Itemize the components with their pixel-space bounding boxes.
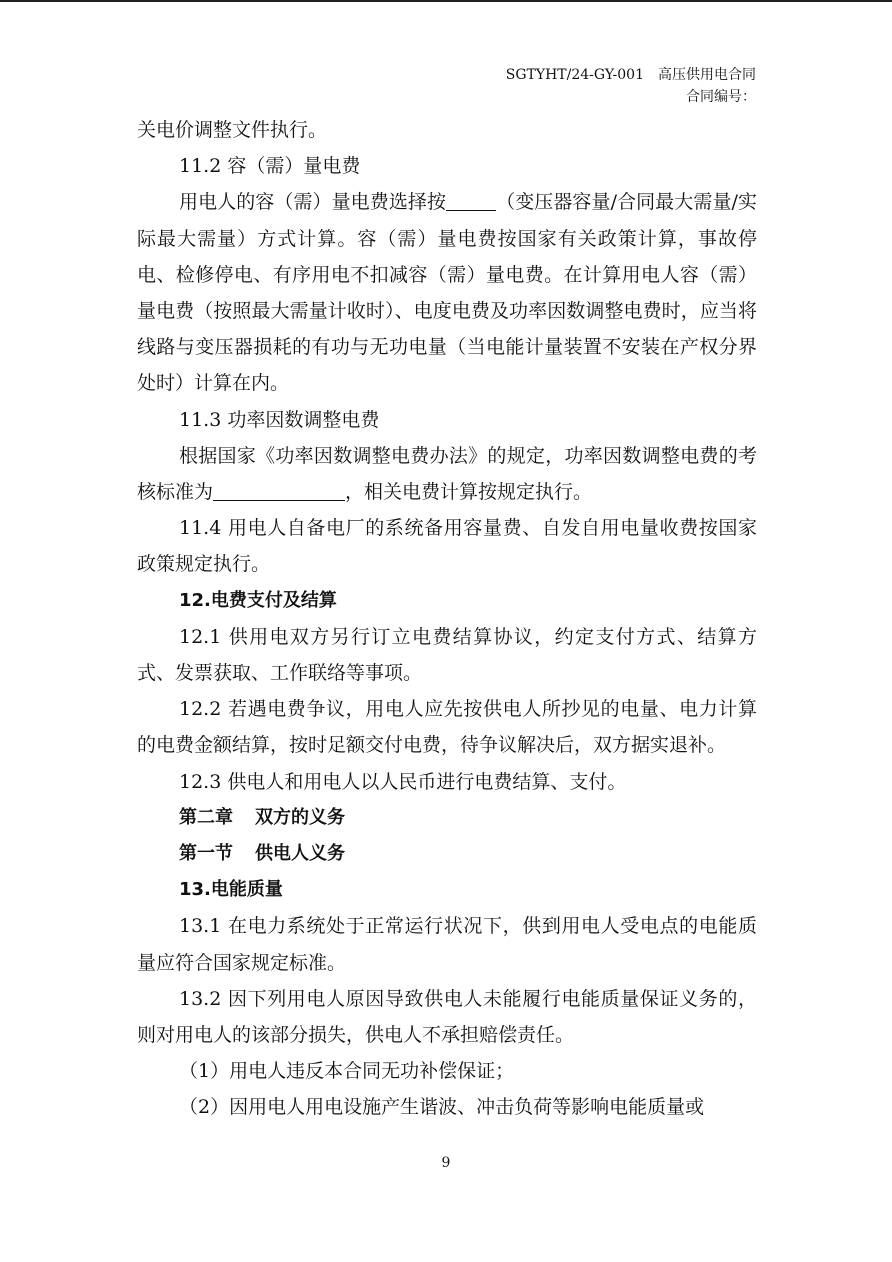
paragraph-11-3 (137, 438, 757, 510)
chapter-heading (137, 800, 757, 836)
paragraph-12-3: 12.3 供电人和用电人以人民币进行电费结算、支付。 (179, 770, 627, 793)
list-item-1: （1）用电人违反本合同无功补偿保证； (179, 1060, 515, 1083)
section-heading (137, 836, 757, 872)
paragraph-11-2 (137, 184, 757, 401)
list-item-2: （2）因用电人用电设施产生谐波、冲击负荷等影响电能质量或 (179, 1096, 705, 1119)
top-border-line (0, 0, 892, 2)
paragraph-11-3-text-a: 根据国家《功率因数调整电费办法》的规定，功率因数调整电费的考核标准为 (137, 444, 757, 504)
paragraph-11-4: 11.4 用电人自备电厂的系统备用容量费、自发自用电量收费按国家政策规定执行。 (137, 517, 757, 576)
paragraph-continuation: 关电价调整文件执行。 (137, 119, 328, 141)
header-code-title: SGTYHT/24-GY-001 高压供用电合同 (505, 67, 756, 83)
header-contract-number-label: 合同编号： (686, 89, 756, 105)
paragraph-13-1: 13.1 在电力系统处于正常运行状况下，供到用电人受电点的电能质量应符合国家规定标准。 (137, 915, 757, 974)
paragraph-12-1: 12.1 供用电双方另行订立电费结算协议，约定支付方式、结算方式、发票获取、工作联络等事项。 (137, 625, 757, 685)
document-body (137, 112, 757, 1126)
section-number: 第一节 (179, 843, 233, 865)
section-heading-12: 12.电费支付及结算 (179, 589, 337, 611)
clause-heading-11-2: 11.2 容（需）量电费 (179, 155, 361, 178)
chapter-number: 第二章 (179, 806, 233, 828)
section-title: 供电人义务 (255, 843, 345, 865)
paragraph-12-2: 12.2 若遇电费争议，用电人应先按供电人所抄见的电量、电力计算的电费金额结算，按时足额交付电费，待争议解决后，双方据实退补。 (137, 698, 757, 757)
paragraph-11-2-text-a: 用电人的容（需）量电费选择按 (179, 191, 447, 214)
paragraph-11-3-text-b: ，相关电费计算按规定执行。 (345, 481, 593, 504)
fill-blank-capacity-basis (446, 190, 496, 211)
paragraph-13-2: 13.2 因下列用电人原因导致供电人未能履行电能质量保证义务的，则对用电人的该部分损失，供电人不承担赔偿责任。 (137, 987, 757, 1047)
section-heading-13: 13.电能质量 (179, 879, 283, 901)
clause-heading-11-3: 11.3 功率因数调整电费 (179, 408, 380, 431)
page-number: 9 (441, 1155, 451, 1171)
paragraph-11-2-text-b: （变压器容量/合同最大需量/实际最大需量）方式计算。容（需）量电费按国家有关政策计算，事故停电、检修停电、有序用电不扣减容（需）量电费。在计算用电人容（需）量电费（按照最大需量计收时）、电度电费及功率因数调整电费时，应当将线路与变压器损耗的有功与无功电量（当电能计量装置不安装在产权分界处时）计算在内。 (137, 191, 757, 395)
fill-blank-assessment-standard (213, 480, 345, 501)
chapter-title: 双方的义务 (255, 806, 345, 828)
